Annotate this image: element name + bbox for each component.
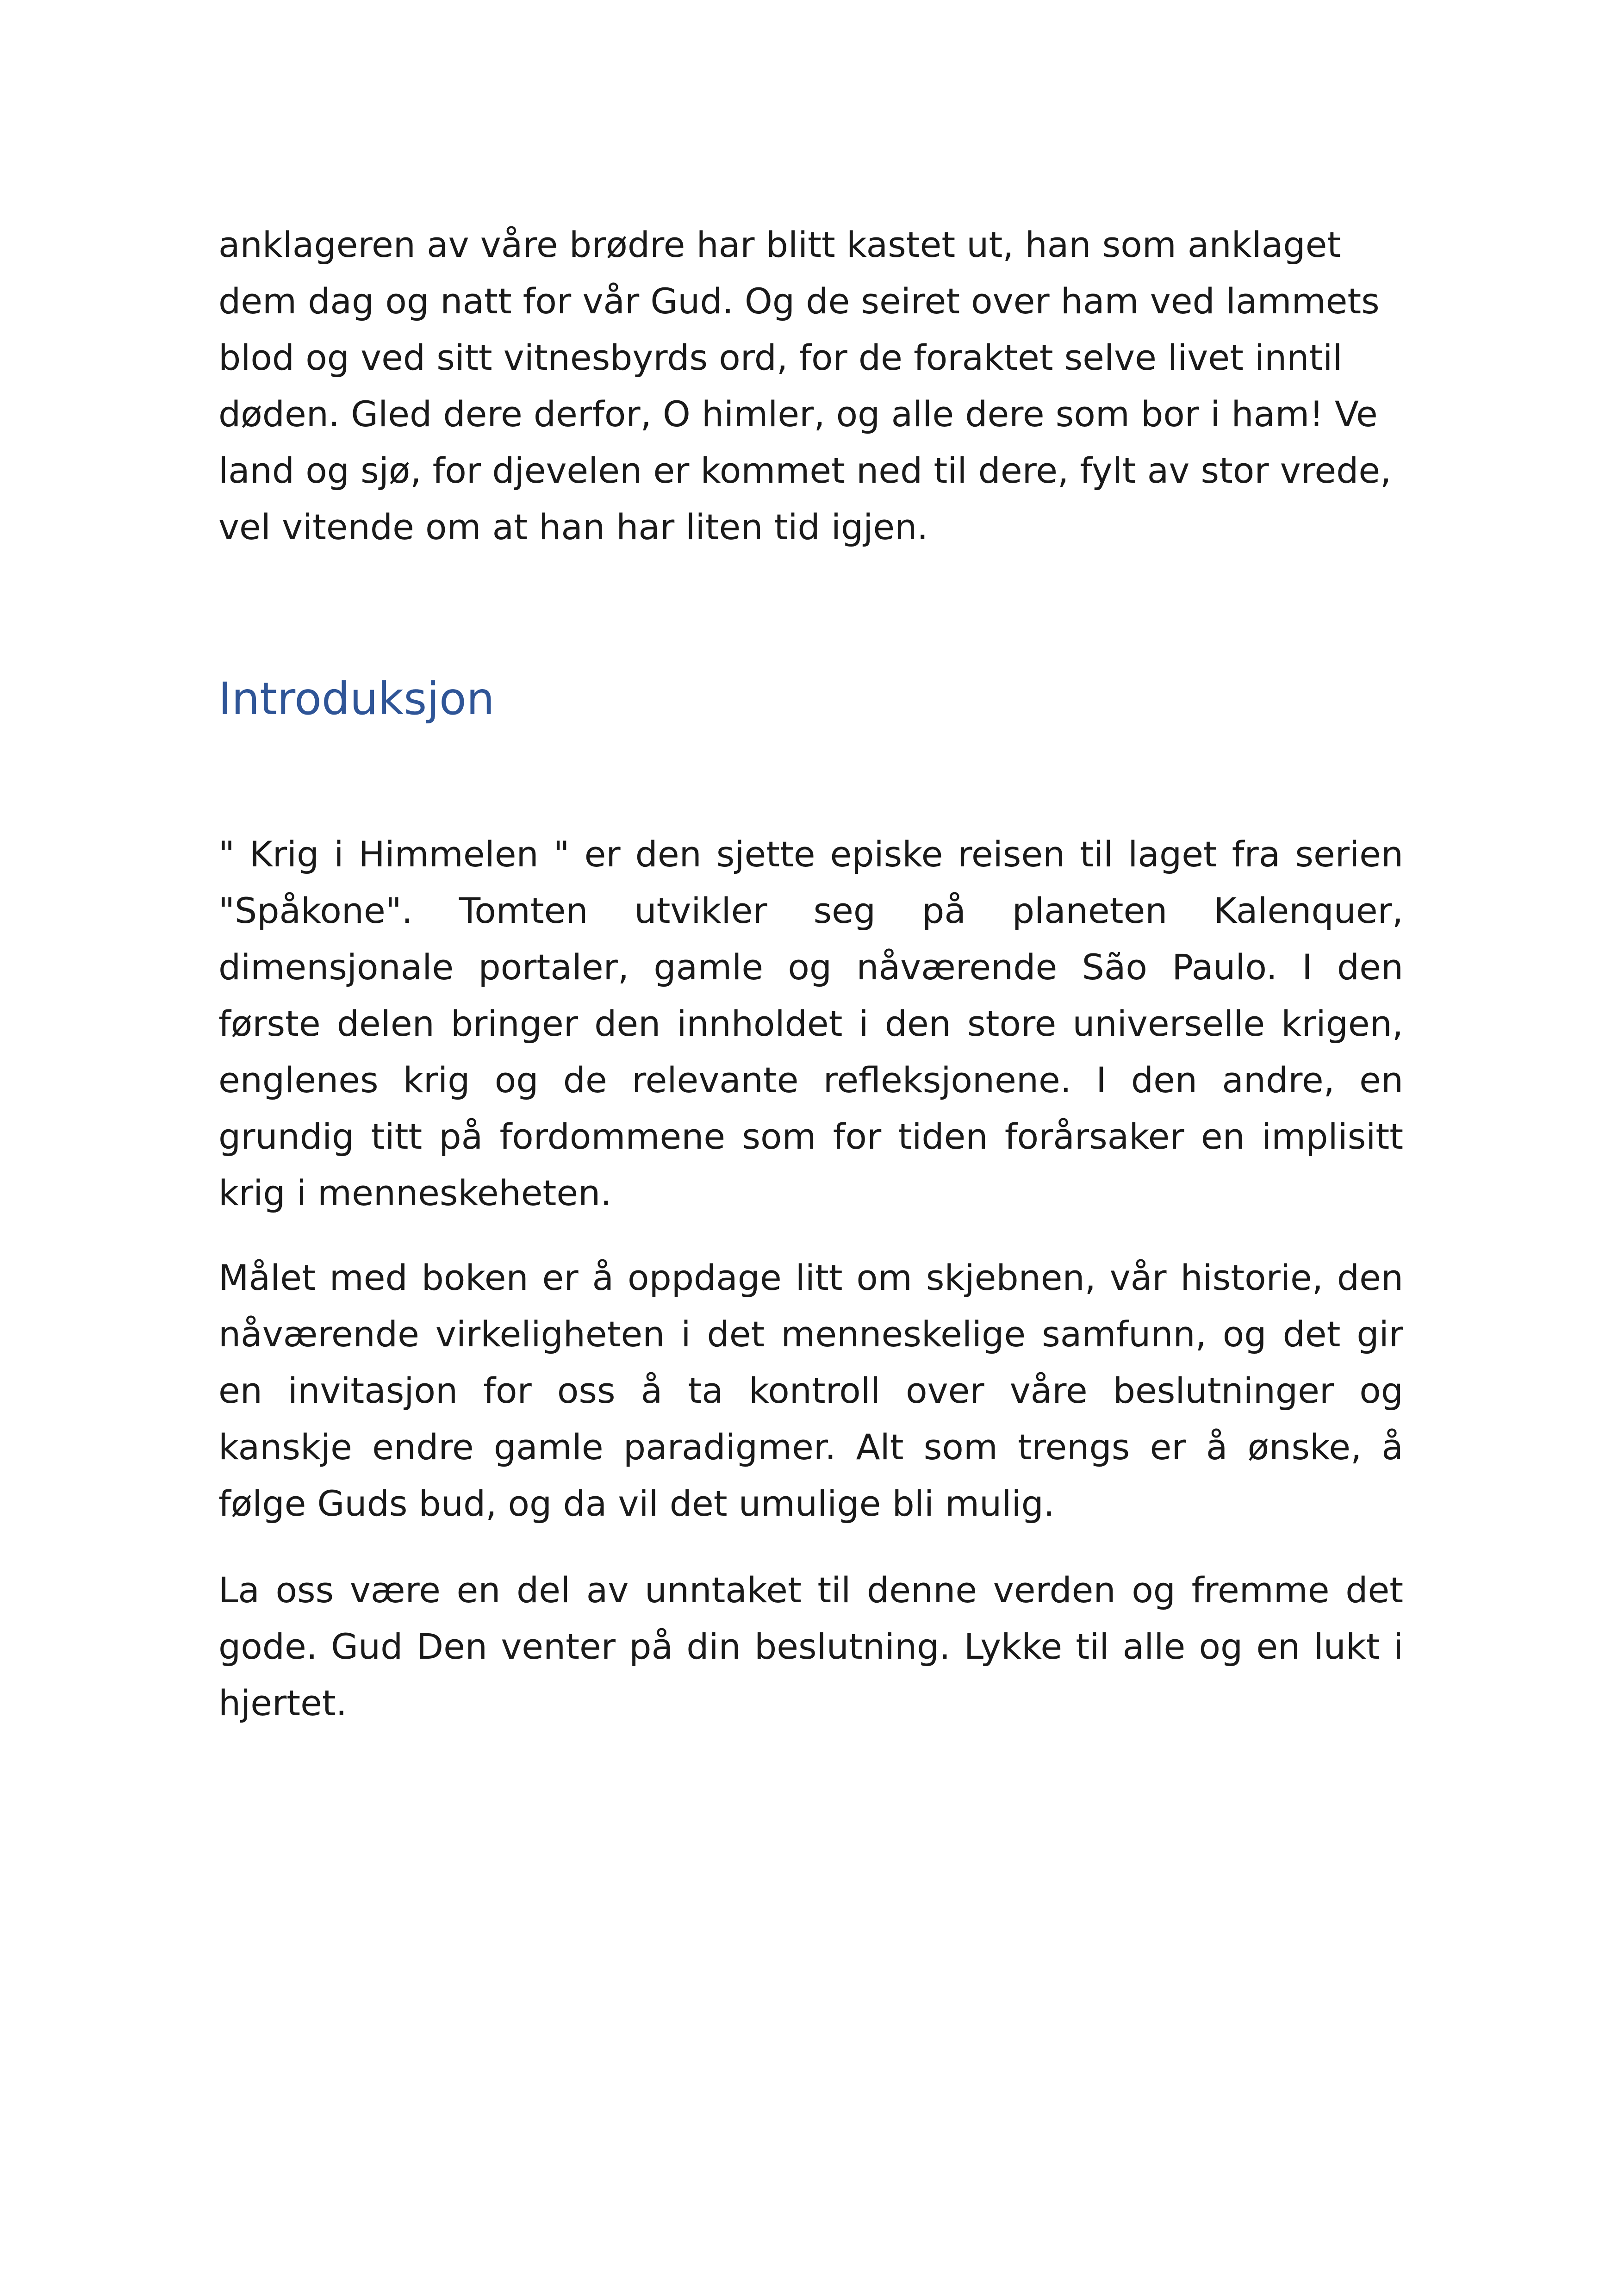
intro-paragraph: " Krig i Himmelen " er den sjette episke reisen til laget fra serien "Spåkone". Tomten utvikler seg på planeten Kalenquer, dimensjonale portaler, gamle og nåværende São Paulo. I den første delen bringer den innholdet i den store universelle krigen, englenes krig og de relevante refleksjonene. I den andre, en grundig titt på fordommene som for tiden forårsaker en implisitt krig i menneskeheten. (218, 834, 1403, 1213)
intro-paragraph: Målet med boken er å oppdage litt om skjebnen, vår historie, den nåværende virkeligheten i det menneskelige samfunn, og det gir en invitasjon for oss å ta kontroll over våre beslutninger og kanskje endre gamle paradigmer. Alt som trengs er å ønske, å følge Guds bud, og da vil det umulige bli mulig. (218, 1257, 1403, 1524)
section-heading: Introduksjon (218, 673, 495, 725)
intro-paragraph: La oss være en del av unntaket til denne verden og fremme det gode. Gud Den venter på din beslutning. Lykke til alle og en lukt i hjertet. (218, 1569, 1403, 1724)
opening-paragraph: anklageren av våre brødre har blitt kastet ut, han som anklaget dem dag og natt for vår Gud. Og de seiret over ham ved lammets blod og ved sitt vitnesbyrds ord, for de foraktet selve livet inntil døden. Gled dere derfor, O himler, og alle dere som bor i ham! Ve land og sjø, for djevelen er kommet ned til dere, fylt av stor vrede, vel vitende om at han har liten tid igjen. (218, 224, 1392, 548)
